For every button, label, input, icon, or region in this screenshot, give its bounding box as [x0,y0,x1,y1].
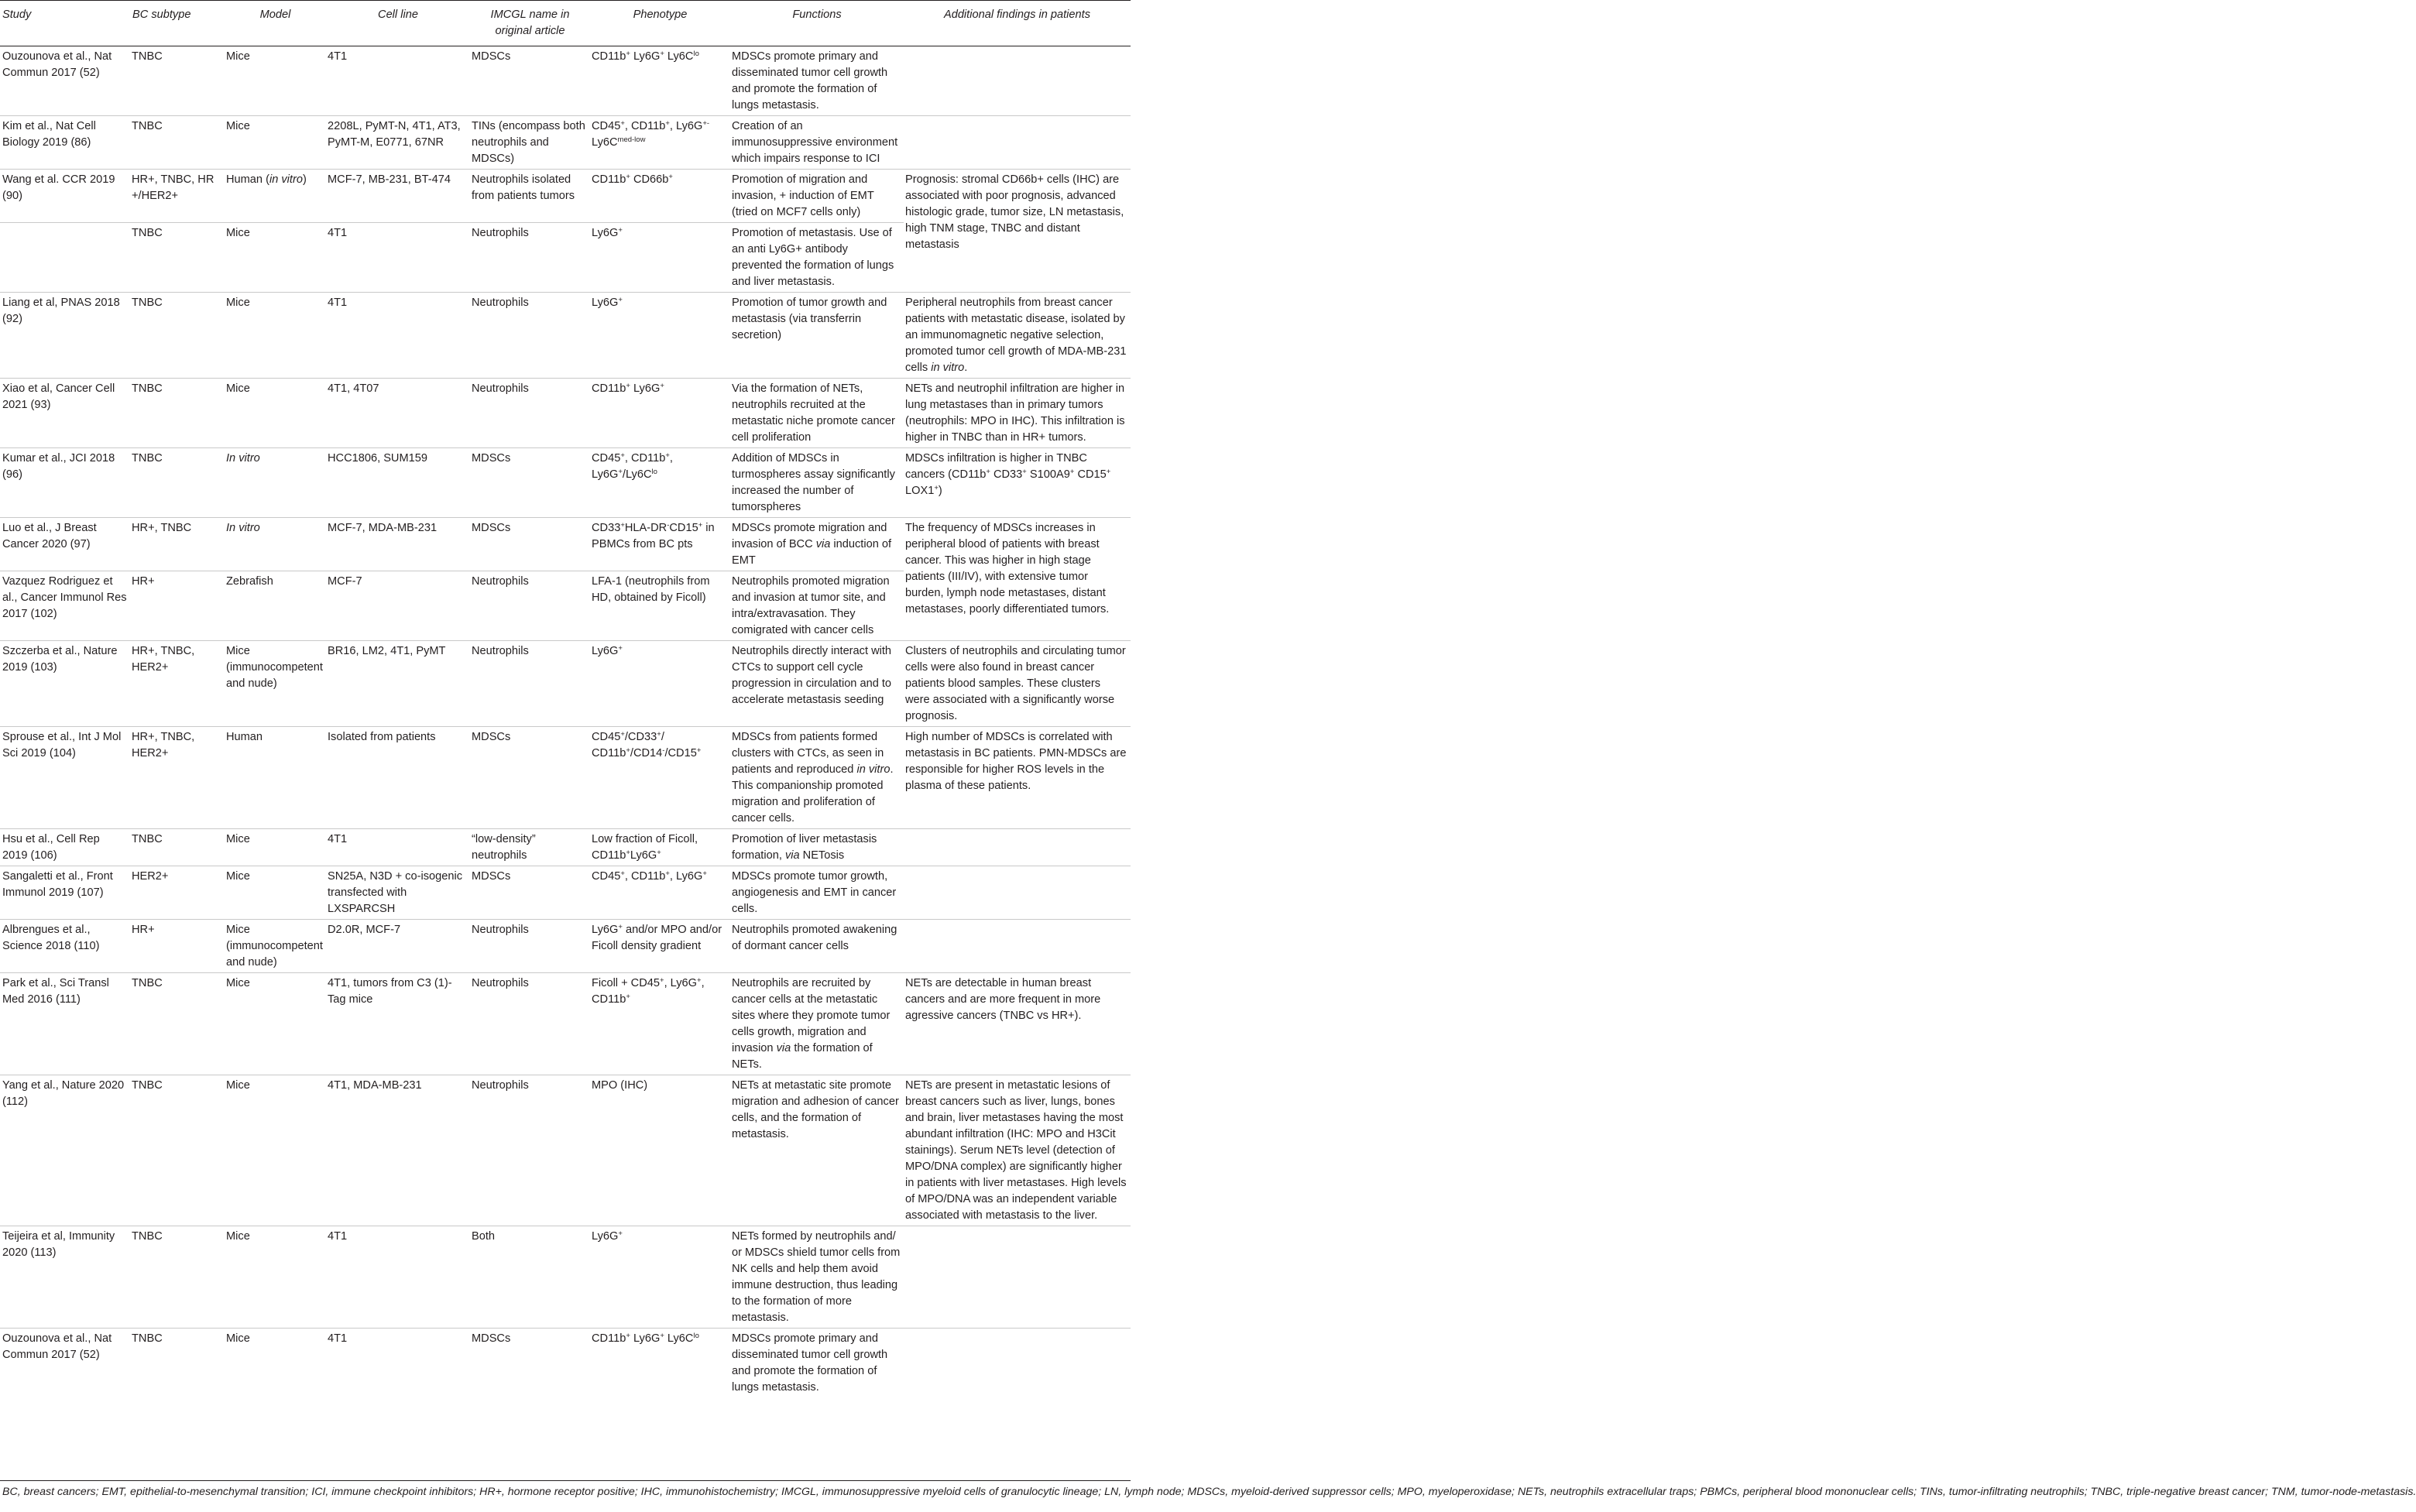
phenotype-cell: CD11b+ Ly6G+ [590,379,730,448]
bc-subtype-cell: HR+, TNBC, HR +/HER2+ [130,170,225,223]
cell-line-cell: 2208L, PyMT-N, 4T1, AT3, PyMT-M, E0771, 67NR [326,116,470,170]
bc-subtype-cell: HR+ [130,571,225,641]
bc-subtype-cell: TNBC [130,973,225,1075]
phenotype-cell: Ly6G+ [590,293,730,379]
imcgl-name-cell: TINs (encompass both neutrophils and MDSCs) [470,116,590,170]
additional-findings-cell: NETs are present in metastatic lesions of breast cancers such as liver, lungs, bones and brain, liver metastases having the most abundant infiltration (IHC: MPO and H3Cit stainings). Serum NETs level (detection of MPO/DNA complex) are significantly higher in patients with liver metastases. High levels of MPO/DNA was an independent variable associated with metastasis to the liver. [904,1075,1131,1226]
phenotype-cell: Low fraction of Ficoll, CD11b+Ly6G+ [590,829,730,866]
table-footnote: BC, breast cancers; EMT, epithelial-to-mesenchymal transition; ICI, immune checkpoint inhibitors; HR+, hormone receptor positive; IHC, immunohistochemistry; IMCGL, immunosuppressive myeloid cells of granulocytic lineage; LN, lymph node; MDSCs, myeloid-derived suppressor cells; MPO, myeloperoxidase; NETs, neutrophils extracellular traps; PBMCs, peripheral blood mononuclear cells; TINs, tumor-infiltrating neutrophils; TNBC, triple-negative breast cancer; TNM, tumor-node-metastasis. [0,1480,1131,1500]
functions-cell: Via the formation of NETs, neutrophils recruited at the metastatic niche promote cancer cell proliferation [730,379,904,448]
functions-cell: Creation of an immunosuppressive environment which impairs response to ICI [730,116,904,170]
model-cell: Mice [225,1329,326,1398]
model-cell: Mice [225,866,326,920]
imcgl-name-cell: Both [470,1226,590,1329]
study-cell: Kumar et al., JCI 2018 (96) [0,448,130,518]
functions-cell: Neutrophils promoted migration and invasion at tumor site, and intra/extravasation. They comigrated with cancer cells [730,571,904,641]
functions-cell: MDSCs promote primary and disseminated tumor cell growth and promote the formation of lungs metastasis. [730,1329,904,1398]
header-imcgl-name: IMCGL name in original article [470,1,590,46]
bc-subtype-cell: HR+, TNBC [130,518,225,571]
bc-subtype-cell: TNBC [130,116,225,170]
model-cell: In vitro [225,518,326,571]
imcgl-name-cell: MDSCs [470,46,590,116]
study-cell: Luo et al., J Breast Cancer 2020 (97) [0,518,130,571]
study-table [0,0,1131,1397]
bc-subtype-cell: TNBC [130,46,225,116]
study-cell: Park et al., Sci Transl Med 2016 (111) [0,973,130,1075]
model-cell: Mice [225,973,326,1075]
model-cell: Mice [225,223,326,293]
phenotype-cell: Ficoll + CD45+, Ly6G+, CD11b+ [590,973,730,1075]
bc-subtype-cell: TNBC [130,1226,225,1329]
study-cell: Wang et al. CCR 2019 (90) [0,170,130,223]
cell-line-cell: 4T1 [326,293,470,379]
imcgl-name-cell: MDSCs [470,727,590,829]
additional-findings-cell [904,866,1131,920]
cell-line-cell: Isolated from patients [326,727,470,829]
imcgl-name-cell: MDSCs [470,1329,590,1398]
functions-cell: Neutrophils are recruited by cancer cells at the metastatic sites where they promote tumor cells growth, migration and invasion via the formation of NETs. [730,973,904,1075]
study-cell: Sangaletti et al., Front Immunol 2019 (107) [0,866,130,920]
model-cell: Mice [225,1075,326,1226]
model-cell: Mice [225,293,326,379]
study-cell: Hsu et al., Cell Rep 2019 (106) [0,829,130,866]
model-cell: Mice [225,829,326,866]
table-row [0,866,1131,920]
bc-subtype-cell: TNBC [130,1329,225,1398]
header-row [0,1,1131,46]
model-cell: Zebrafish [225,571,326,641]
imcgl-name-cell: “low-density” neutrophils [470,829,590,866]
table-row [0,116,1131,170]
phenotype-cell: Ly6G+ and/or MPO and/or Ficoll density gradient [590,920,730,973]
functions-cell: Neutrophils directly interact with CTCs to support cell cycle progression in circulation and to accelerate metastasis seeding [730,641,904,727]
additional-findings-cell: High number of MDSCs is correlated with metastasis in BC patients. PMN-MDSCs are responsible for higher ROS levels in the plasma of these patients. [904,727,1131,829]
phenotype-cell: CD33+HLA-DR-CD15+ in PBMCs from BC pts [590,518,730,571]
cell-line-cell: 4T1 [326,1329,470,1398]
table-row [0,641,1131,727]
imcgl-name-cell: Neutrophils isolated from patients tumors [470,170,590,223]
table-row [0,518,1131,571]
functions-cell: Promotion of tumor growth and metastasis (via transferrin secretion) [730,293,904,379]
header-functions: Functions [730,1,904,46]
study-cell: Ouzounova et al., Nat Commun 2017 (52) [0,1329,130,1398]
study-cell: Szczerba et al., Nature 2019 (103) [0,641,130,727]
phenotype-cell: LFA-1 (neutrophils from HD, obtained by Ficoll) [590,571,730,641]
table-row [0,170,1131,223]
functions-cell: Addition of MDSCs in turmospheres assay significantly increased the number of tumorspheres [730,448,904,518]
phenotype-cell: CD45+, CD11b+, Ly6G+ [590,866,730,920]
study-cell [0,223,130,293]
cell-line-cell: MCF-7 [326,571,470,641]
functions-cell: NETs formed by neutrophils and/ or MDSCs shield tumor cells from NK cells and help them avoid immune destruction, thus leading to the formation of more metastasis. [730,1226,904,1329]
cell-line-cell: MCF-7, MB-231, BT-474 [326,170,470,223]
model-cell: In vitro [225,448,326,518]
cell-line-cell: BR16, LM2, 4T1, PyMT [326,641,470,727]
study-cell: Kim et al., Nat Cell Biology 2019 (86) [0,116,130,170]
bc-subtype-cell: TNBC [130,1075,225,1226]
functions-cell: MDSCs promote primary and disseminated tumor cell growth and promote the formation of lungs metastasis. [730,46,904,116]
cell-line-cell: D2.0R, MCF-7 [326,920,470,973]
additional-findings-cell: Clusters of neutrophils and circulating tumor cells were also found in breast cancer patients blood samples. These clusters were associated with a significantly worse prognosis. [904,641,1131,727]
bc-subtype-cell: TNBC [130,829,225,866]
model-cell: Mice (immunocompetent and nude) [225,920,326,973]
cell-line-cell: 4T1, 4T07 [326,379,470,448]
functions-cell: MDSCs from patients formed clusters with CTCs, as seen in patients and reproduced in vitro. This companionship promoted migration and proliferation of cancer cells. [730,727,904,829]
phenotype-cell: CD11b+ CD66b+ [590,170,730,223]
additional-findings-cell [904,46,1131,116]
imcgl-name-cell: MDSCs [470,448,590,518]
cell-line-cell: 4T1 [326,223,470,293]
additional-findings-cell [904,920,1131,973]
study-cell: Yang et al., Nature 2020 (112) [0,1075,130,1226]
imcgl-name-cell: MDSCs [470,518,590,571]
imcgl-name-cell: Neutrophils [470,920,590,973]
additional-findings-cell [904,1329,1131,1398]
model-cell: Mice [225,379,326,448]
header-phenotype: Phenotype [590,1,730,46]
functions-cell: Promotion of metastasis. Use of an anti Ly6G+ antibody prevented the formation of lungs and liver metastasis. [730,223,904,293]
imcgl-name-cell: Neutrophils [470,293,590,379]
additional-findings-cell: NETs are detectable in human breast cancers and are more frequent in more agressive cancers (TNBC vs HR+). [904,973,1131,1075]
bc-subtype-cell: TNBC [130,223,225,293]
cell-line-cell: 4T1 [326,1226,470,1329]
phenotype-cell: CD11b+ Ly6G+ $Ly6C^{lo}$ [590,1329,730,1398]
header-cell-line: Cell line [326,1,470,46]
imcgl-name-cell: Neutrophils [470,641,590,727]
bc-subtype-cell: TNBC [130,379,225,448]
study-cell: Albrengues et al., Science 2018 (110) [0,920,130,973]
bc-subtype-cell: HR+, TNBC, HER2+ [130,727,225,829]
imcgl-name-cell: Neutrophils [470,973,590,1075]
functions-cell: Promotion of migration and invasion, + induction of EMT (tried on MCF7 cells only) [730,170,904,223]
study-cell: Liang et al, PNAS 2018 (92) [0,293,130,379]
model-cell: Mice [225,1226,326,1329]
functions-cell: NETs at metastatic site promote migration and adhesion of cancer cells, and the formation of metastasis. [730,1075,904,1226]
bc-subtype-cell: HR+, TNBC, HER2+ [130,641,225,727]
imcgl-name-cell: Neutrophils [470,223,590,293]
imcgl-name-cell: Neutrophils [470,571,590,641]
additional-findings-cell: MDSCs infiltration is higher in TNBC cancers (CD11b+ CD33+ S100A9+ CD15+ LOX1+) [904,448,1131,518]
table-row [0,920,1131,973]
study-cell: Vazquez Rodriguez et al., Cancer Immunol Res 2017 (102) [0,571,130,641]
model-cell: Human (in vitro) [225,170,326,223]
phenotype-cell: MPO (IHC) [590,1075,730,1226]
bc-subtype-cell: TNBC [130,293,225,379]
header-bc-subtype: BC subtype [130,1,225,46]
cell-line-cell: 4T1 [326,829,470,866]
additional-findings-cell [904,116,1131,170]
table-row [0,46,1131,116]
bc-subtype-cell: TNBC [130,448,225,518]
additional-findings-cell: NETs and neutrophil infiltration are higher in lung metastases than in primary tumors (neutrophils: MPO in IHC). This infiltration is higher in TNBC than in HR+ tumors. [904,379,1131,448]
table-row [0,727,1131,829]
model-cell: Mice [225,116,326,170]
model-cell: Human [225,727,326,829]
model-cell: Mice [225,46,326,116]
phenotype-cell: Ly6G+ [590,641,730,727]
header-study: Study [0,1,130,46]
imcgl-name-cell: Neutrophils [470,1075,590,1226]
study-cell: Xiao et al, Cancer Cell 2021 (93) [0,379,130,448]
functions-cell: Neutrophils promoted awakening of dormant cancer cells [730,920,904,973]
study-cell: Sprouse et al., Int J Mol Sci 2019 (104) [0,727,130,829]
model-cell: Mice (immunocompetent and nude) [225,641,326,727]
table-row [0,1075,1131,1226]
phenotype-cell: CD11b+ Ly6G+ $Ly6C^{lo}$ [590,46,730,116]
phenotype-cell: Ly6G+ [590,1226,730,1329]
imcgl-name-cell: MDSCs [470,866,590,920]
additional-findings-cell: Peripheral neutrophils from breast cancer patients with metastatic disease, isolated by an immunomagnetic negative selection, promoted tumor cell growth of MDA-MB-231 cells in vitro. [904,293,1131,379]
table-row [0,973,1131,1075]
phenotype-cell: CD45+/CD33+/ CD11b+/CD14-/CD15+ [590,727,730,829]
study-cell: Ouzounova et al., Nat Commun 2017 (52) [0,46,130,116]
additional-findings-cell: The frequency of MDSCs increases in peripheral blood of patients with breast cancer. This was higher in high stage patients (III/IV), with extensive tumor burden, lymph node metastases, distant metastases, poorly differentiated tumors. [904,518,1131,641]
additional-findings-cell: Prognosis: stromal CD66b+ cells (IHC) are associated with poor prognosis, advanced histologic grade, tumor size, LN metastasis, high TNM stage, TNBC and distant metastasis [904,170,1131,293]
table-row [0,829,1131,866]
cell-line-cell: SN25A, N3D + co-isogenic transfected with LXSPARCSH [326,866,470,920]
phenotype-cell: CD45+, CD11b+, $Ly6G^+/Ly6C^{lo}$ [590,448,730,518]
imcgl-name-cell: Neutrophils [470,379,590,448]
table-row [0,448,1131,518]
additional-findings-cell [904,829,1131,866]
functions-cell: MDSCs promote tumor growth, angiogenesis and EMT in cancer cells. [730,866,904,920]
functions-cell: Promotion of liver metastasis formation, via NETosis [730,829,904,866]
phenotype-cell: CD45+, CD11b+, $Ly6G^{+-}Ly6C^{med-low}$ [590,116,730,170]
functions-cell: MDSCs promote migration and invasion of BCC via induction of EMT [730,518,904,571]
cell-line-cell: 4T1, tumors from C3 (1)-Tag mice [326,973,470,1075]
bc-subtype-cell: HR+ [130,920,225,973]
additional-findings-cell [904,1226,1131,1329]
cell-line-cell: MCF-7, MDA-MB-231 [326,518,470,571]
header-additional-findings: Additional findings in patients [904,1,1131,46]
table-body [0,46,1131,1398]
table-row [0,293,1131,379]
study-cell: Teijeira et al, Immunity 2020 (113) [0,1226,130,1329]
cell-line-cell: 4T1, MDA-MB-231 [326,1075,470,1226]
bc-subtype-cell: HER2+ [130,866,225,920]
header-model: Model [225,1,326,46]
table-row [0,1226,1131,1329]
table-row [0,379,1131,448]
cell-line-cell: 4T1 [326,46,470,116]
table-row [0,1329,1131,1398]
cell-line-cell: HCC1806, SUM159 [326,448,470,518]
phenotype-cell: Ly6G+ [590,223,730,293]
